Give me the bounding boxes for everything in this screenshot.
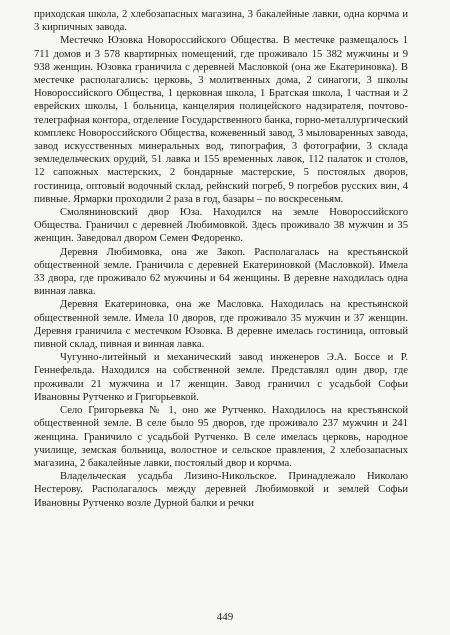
paragraph-bosse-plant: Чугунно-литейный и механический завод инженеров Э.А. Боссе и Р. Геннефельда. Находился на собственной земле. Представлял один двор, где проживали 21 мужчина и 17 женщин. Завод граничил с усадьбой Софьи Ивановны Рутченко и Григорьевкой. (34, 352, 408, 403)
paragraph-grigorievka: Село Григорьевка № 1, оно же Рутченко. Находилось на крестьянской общественной земле. В селе было 95 дворов, где проживало 237 мужчин и 241 женщина. Граничило с усадьбой Рутченко. В селе имелась церковь, народное училище, земская больница, волостное и сельское правления, 2 хлебозапасных магазина, 2 бакалейные лавки, постоялый двор и корчма. (34, 405, 408, 469)
paragraph-yuzovka: Местечко Юзовка Новороссийского Общества. В местечке размещалось 1 711 домов и 3 578 квартирных помещений, где проживало 15 382 мужчины и 9 938 женщин. Юзовка граничила с деревней Масловкой (она же Екатериновка). В местечке располагались: церковь, 3 молитвенных дома, 2 синагоги, 3 школы Новороссийского Общества, 1 церковная школа, 1 Братская школа, 1 частная и 2 еврейских школы, 1 больница, канцелярия полицейского надзирателя, почтово-телеграфная контора, отделение Государственного банка, горно-металлургический комплекс Новороссийского Общества, кожевенный завод, 3 мыловаренных завода, завод искусственных минеральных вод, типография, 3 фотографии, 3 склада земледельческих орудий, 51 лавка и 155 временных лавок, 112 палаток и столов, 12 сапожных мастерских, 2 бондарные мастерские, 5 постоялых дворов, гостиница, оптовый водочный склад, рейнский погреб, 9 погребов русских вин, 4 пивные. Ярмарки проходили 2 раза в год, базары – по воскресеньям. (34, 35, 409, 205)
paragraph-ekaterinovka: Деревня Екатериновка, она же Масловка. Находилась на крестьянской общественной земле. Имела 10 дворов, где проживало 35 мужчин и 37 женщин. Деревня граничила с местечком Юзовка. В деревне имелась гостиница, оптовый пивной склад, пивная и винная лавка. (34, 299, 408, 351)
document-body (34, 8, 408, 510)
paragraph-smolyaninovsky-dvor: Смоляниновский двор Юза. Находился на земле Новороссийского Общества. Граничил с деревней Любимовкой. Здесь проживало 38 мужчин и 35 женщин. Заведовал двором Семен Федоренко. (34, 207, 408, 245)
paragraph-lyubimovka: Деревня Любимовка, она же Закоп. Располагалась на крестьянской общественной земле. Граничила с деревней Екатериновкой (Масловкой). Имела 33 двора, где проживало 62 мужчины и 64 женщины. В деревне находилась одна винная лавка. (34, 246, 408, 298)
paragraph-continuation: приходская школа, 2 хлебозапасных магазина, 3 бакалейные лавки, одна корчма и 3 кирпичных завода. (34, 9, 408, 34)
page-number: 449 (216, 611, 234, 623)
paragraph-lizino-nikolskoe: Владельческая усадьба Лизино-Никольское. Принадлежало Николаю Нестерову. Располагалось между деревней Любимовкой и землей Софьи Ивановны Рутченко возле Дурной балки и речки (34, 471, 408, 509)
